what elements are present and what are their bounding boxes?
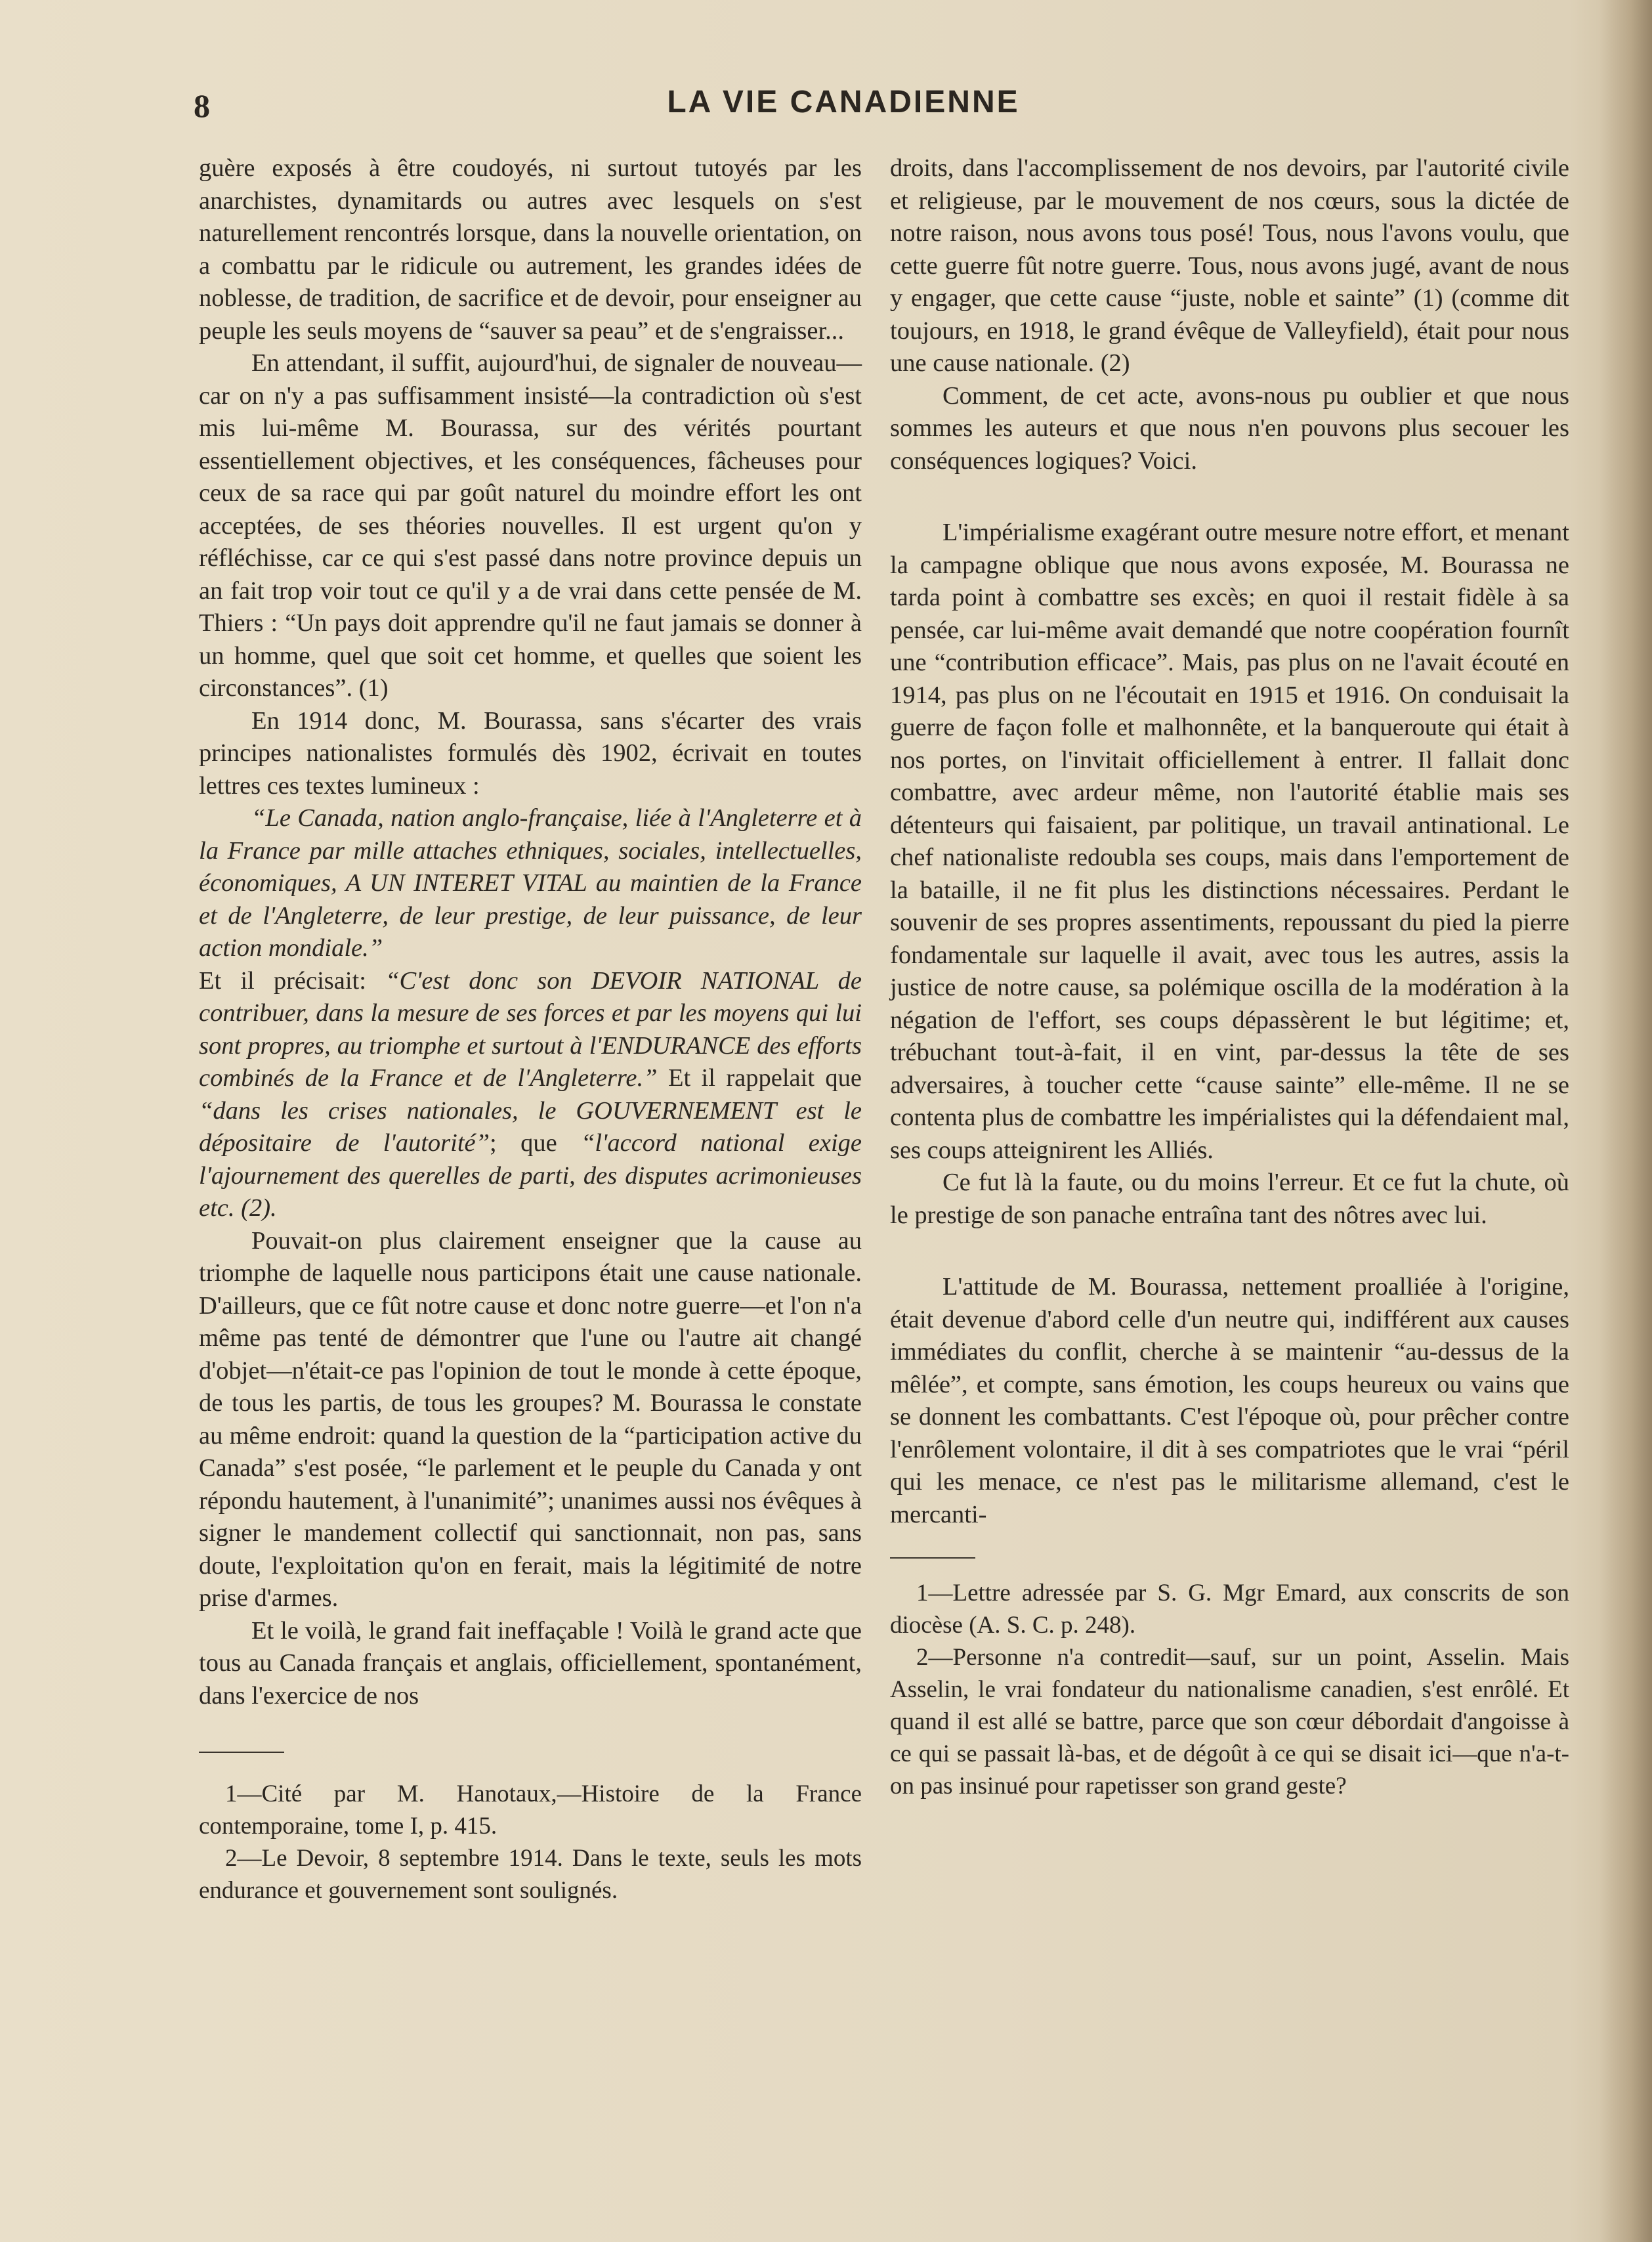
page-edge-shadow [1599, 0, 1652, 2242]
footnotes [199, 1778, 862, 1907]
text-run: Et il rappelait que [657, 1064, 862, 1092]
quotation: “l'accord national exige l'ajournement des querelles de parti, des disputes acrimonieuses etc. (2). [199, 1129, 862, 1222]
running-title: LA VIE CANADIENNE [667, 85, 1020, 119]
paragraph [199, 965, 862, 1225]
paragraph: L'attitude de M. Bourassa, nettement proalliée à l'origine, était devenue d'abord celle d'un neutre qui, indifférent aux causes immédiates du conflit, cherche à se maintenir “au-dessus de la mêlée”, et compte, sans émotion, les coups heureux ou vains que se donnent les combattants. C'est l'époque où, pour prêcher contre l'enrôlement volontaire, il dit à ses compatriotes que le vrai “péril qui les menace, ce n'est pas le militarisme allemand, c'est le mercanti- [890, 1273, 1569, 1528]
quotation: “C'est donc son DEVOIR NATIONAL de contribuer, dans la mesure de ses forces et par les moyens qui lui sont propres, au triomphe et surtout à l'ENDURANCE des efforts combinés de la France et de l'Angleterre.” [199, 966, 862, 1092]
right-column [890, 152, 1569, 1802]
section-break [890, 477, 1569, 517]
paragraph: Pouvait-on plus clairement enseigner que la cause au triomphe de laquelle nous participons était une cause nationale. D'ailleurs, que ce fût notre cause et donc notre guerre—et l'on n'a même pas tenté de démontrer que l'une ou l'autre ait changé d'objet—n'était-ce pas l'opinion de tout le monde à cette époque, de tous les partis, de tous les groupes? M. Bourassa le constate au même endroit: quand la question de la “participation active du Canada” s'est posée, “le parlement et le peuple du Canada y ont répondu hautement, à l'unanimité”; unanimes aussi nos évêques à signer le mandement collectif qui sanctionnait, non pas, sans doute, l'exploitation qu'on en ferait, mais la légitimité de notre prise d'armes. [199, 1226, 862, 1612]
footnote-rule [199, 1752, 284, 1753]
paragraph: guère exposés à être coudoyés, ni surtout tutoyés par les anarchistes, dynamitards ou autres avec lesquels on s'est naturellement rencontrés lorsque, dans la nouvelle orientation, on a combattu par le ridicule ou autrement, les grandes idées de noblesse, de tradition, de sacrifice et de devoir, pour enseigner au peuple les seuls moyens de “sauver sa peau” et de s'engraisser... [199, 154, 862, 345]
paragraph: Comment, de cet acte, avons-nous pu oublier et que nous sommes les auteurs et que nous n'en pouvons plus secouer les conséquences logiques? Voici. [890, 381, 1569, 475]
footnotes [890, 1577, 1569, 1802]
paragraph: Ce fut là la faute, ou du moins l'erreur. Et ce fut la chute, où le prestige de son panache entraîna tant des nôtres avec lui. [890, 1169, 1569, 1229]
footnote: 1—Cité par M. Hanotaux,—Histoire de la France contemporaine, tome I, p. 415. [199, 1780, 862, 1840]
text-run: Et il précisait: [199, 966, 386, 995]
footnote: 2—Le Devoir, 8 septembre 1914. Dans le texte, seuls les mots endurance et gouvernement sont soulignés. [199, 1845, 862, 1904]
paragraph: En 1914 donc, M. Bourassa, sans s'écarter des vrais principes nationalistes formulés dès 1902, écrivait en toutes lettres ces textes lumineux : [199, 706, 862, 800]
paragraph: Et le voilà, le grand fait ineffaçable ! Voilà le grand acte que tous au Canada français et anglais, officiellement, spontanément, dans l'exercice de nos [199, 1616, 862, 1710]
footnote: 2—Personne n'a contredit—sauf, sur un point, Asselin. Mais Asselin, le vrai fondateur du nationalisme canadien, s'est enrôlé. Et quand il est allé se battre, parce que son cœur débordait d'angoisse à ce qui se passait là-bas, et de dégoût à ce qui se disait ici—que n'a-t-on pas insinué pour rapetisser son grand geste? [890, 1644, 1569, 1800]
paragraph: droits, dans l'accomplissement de nos devoirs, par l'autorité civile et religieuse, par le mouvement de nos cœurs, sous la dictée de notre raison, nous avons tous posé! Tous, nous l'avons voulu, que cette guerre fût notre guerre. Tous, nous avons jugé, avant de nous y engager, que cette cause “juste, noble et sainte” (1) (comme dit toujours, en 1918, le grand évêque de Valleyfield), était pour nous une cause nationale. (2) [890, 154, 1569, 377]
footnote-rule [890, 1557, 975, 1559]
footnote: 1—Lettre adressée par S. G. Mgr Emard, aux conscrits de son diocèse (A. S. C. p. 248). [890, 1580, 1569, 1639]
page-header [194, 84, 1493, 130]
quotation: “Le Canada, nation anglo-française, liée à l'Angleterre et à la France par mille attaches ethniques, sociales, intellectuelles, économiques, A UN INTERET VITAL au maintien de la France et de l'Angleterre, de leur prestige, de leur puissance, de leur action mondiale.” [199, 804, 862, 962]
page-number: 8 [194, 87, 210, 124]
left-column [199, 152, 862, 1907]
text-run: ; que [490, 1129, 581, 1157]
paragraph: L'impérialisme exagérant outre mesure notre effort, et menant la campagne oblique que nous avons exposée, M. Bourassa ne tarda point à combattre ses excès; en quoi il restait fidèle à sa pensée, car lui-même avait demandé que notre coopération fournît une “contribution efficace”. Mais, pas plus on ne l'avait écouté en 1914, pas plus on ne l'écoutait en 1915 et 1916. On conduisait la guerre de façon folle et malhonnête, et la banqueroute qui était à nos portes, on l'invitait officiellement à entrer. Il fallait donc combattre, avec ardeur même, non l'autorité établie mais ses détenteurs qui faisaient, par politique, un travail antinational. Le chef nationaliste redoubla ses coups, mais dans l'emportement de la bataille, il ne fit plus les distinctions nécessaires. Perdant le souvenir de ses propres assentiments, repoussant du pied la pierre fondamentale sur laquelle il avait, avec tous les autres, assis la justice de notre cause, sa polémique oscilla de la modération à la négation de l'effort, ses coups dépassèrent le but légitime; et, trébuchant tout-à-fait, il en vint, par-dessus la tête de ses adversaires, à toucher cette “cause sainte” elle-même. Il ne se contenta plus de combattre les impérialistes qui la défendaient mal, ses coups atteignirent les Alliés. [890, 519, 1569, 1164]
section-break [890, 1232, 1569, 1271]
paragraph: En attendant, il suffit, aujourd'hui, de signaler de nouveau—car on n'y a pas suffisamment insisté—la contradiction où s'est mis lui-même M. Bourassa, sur des vérités pourtant essentiellement objectives, et les conséquences, fâcheuses pour ceux de sa race qui par goût naturel du moindre effort les ont acceptées, de ses théories nouvelles. Il est urgent qu'on y réfléchisse, car ce qui s'est passé dans notre province depuis un an fait trop voir tout ce qu'il y a de vrai dans cette pensée de M. Thiers : “Un pays doit apprendre qu'il ne faut jamais se donner à un homme, quel que soit cet homme, et quelles que soient les circonstances”. (1) [199, 349, 862, 702]
quotation: “dans les crises nationales, le GOUVERNEMENT est le dépositaire de l'autorité” [199, 1096, 862, 1157]
